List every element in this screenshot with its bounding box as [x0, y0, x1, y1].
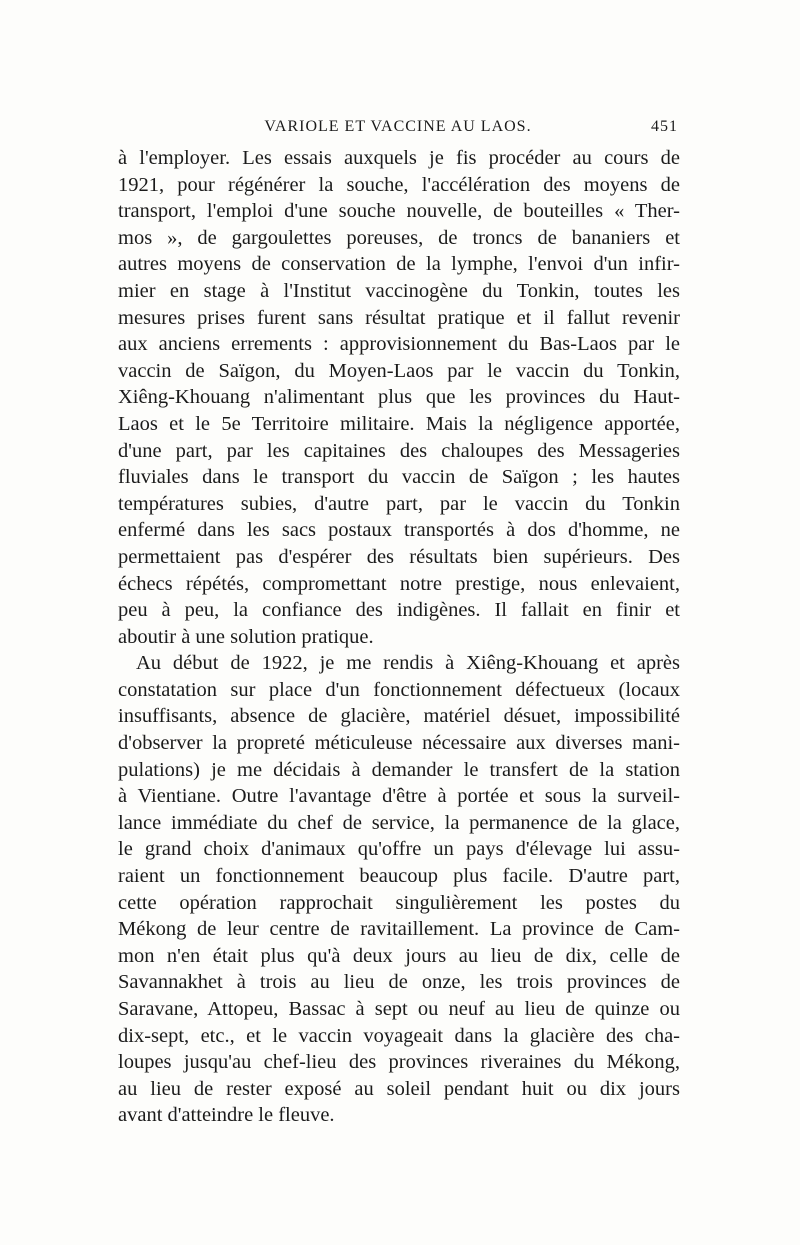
- text-line: d'observer la propreté méticuleuse nécessaire aux diverses mani-: [118, 732, 680, 755]
- text-line: pulations) je me décidais à demander le transfert de la station: [118, 758, 680, 781]
- running-head: [118, 118, 678, 140]
- text-line: Laos et le 5e Territoire militaire. Mais la négligence apportée,: [118, 412, 680, 435]
- text-line: loupes jusqu'au chef-lieu des provinces riveraines du Mékong,: [118, 1051, 680, 1074]
- paragraph-end-line: avant d'atteindre le fleuve.: [118, 1104, 335, 1127]
- text-line: mesures prises furent sans résultat pratique et il fallut revenir: [118, 306, 680, 329]
- text-line: peu à peu, la confiance des indigènes. Il fallait en finir et: [118, 599, 680, 622]
- text-line: fluviales dans le transport du vaccin de Saïgon ; les hautes: [118, 466, 680, 489]
- text-line: permettaient pas d'espérer des résultats bien supérieurs. Des: [118, 545, 680, 568]
- running-title: VARIOLE ET VACCINE AU LAOS.: [264, 118, 532, 135]
- text-line: 1921, pour régénérer la souche, l'accélération des moyens de: [118, 173, 680, 196]
- paragraph-end-line: aboutir à une solution pratique.: [118, 625, 374, 648]
- text-line: cette opération rapprochait singulièrement les postes du: [118, 891, 680, 914]
- text-line: autres moyens de conservation de la lymphe, l'envoi d'un infir-: [118, 253, 680, 276]
- text-line: lance immédiate du chef de service, la permanence de la glace,: [118, 811, 680, 834]
- text-line: températures subies, d'autre part, par le vaccin du Tonkin: [118, 492, 680, 515]
- text-line: Saravane, Attopeu, Bassac à sept ou neuf au lieu de quinze ou: [118, 998, 680, 1020]
- page-number: 451: [651, 118, 678, 135]
- text-line: vaccin de Saïgon, du Moyen-Laos par le vaccin du Tonkin,: [118, 359, 680, 382]
- text-line: à Vientiane. Outre l'avantage d'être à portée et sous la surveil-: [118, 785, 680, 808]
- text-line: échecs répétés, compromettant notre prestige, nous enlevaient,: [118, 572, 680, 595]
- text-line: le grand choix d'animaux qu'offre un pays d'élevage lui assu-: [118, 838, 680, 861]
- body-text: [118, 145, 680, 1129]
- text-line: raient un fonctionnement beaucoup plus facile. D'autre part,: [118, 865, 680, 888]
- text-line: aux anciens errements : approvisionnement du Bas-Laos par le: [118, 333, 680, 356]
- text-line: mier en stage à l'Institut vaccinogène du Tonkin, toutes les: [118, 279, 680, 302]
- text-line: dix-sept, etc., et le vaccin voyageait dans la glacière des cha-: [118, 1024, 680, 1047]
- text-line: enfermé dans les sacs postaux transportés à dos d'homme, ne: [118, 519, 680, 542]
- text-line: constatation sur place d'un fonctionnement défectueux (locaux: [118, 678, 680, 701]
- text-line: insuffisants, absence de glacière, matériel désuet, impossibilité: [118, 705, 680, 728]
- text-line: transport, l'emploi d'une souche nouvelle, de bouteilles « Ther-: [118, 200, 680, 223]
- text-line: d'une part, par les capitaines des chaloupes des Messageries: [118, 439, 680, 462]
- text-line: Mékong de leur centre de ravitaillement. La province de Cam-: [118, 918, 680, 941]
- text-line: Savannakhet à trois au lieu de onze, les trois provinces de: [118, 971, 680, 994]
- text-line: mos », de gargoulettes poreuses, de troncs de bananiers et: [118, 226, 680, 249]
- text-line: mon n'en était plus qu'à deux jours au lieu de dix, celle de: [118, 944, 680, 967]
- text-line: Xiêng-Khouang n'alimentant plus que les provinces du Haut-: [118, 386, 680, 409]
- paragraph-start-line: Au début de 1922, je me rendis à Xiêng-Khouang et après: [136, 652, 680, 675]
- text-line: à l'employer. Les essais auxquels je fis procéder au cours de: [118, 147, 680, 169]
- text-line: au lieu de rester exposé au soleil pendant huit ou dix jours: [118, 1077, 680, 1100]
